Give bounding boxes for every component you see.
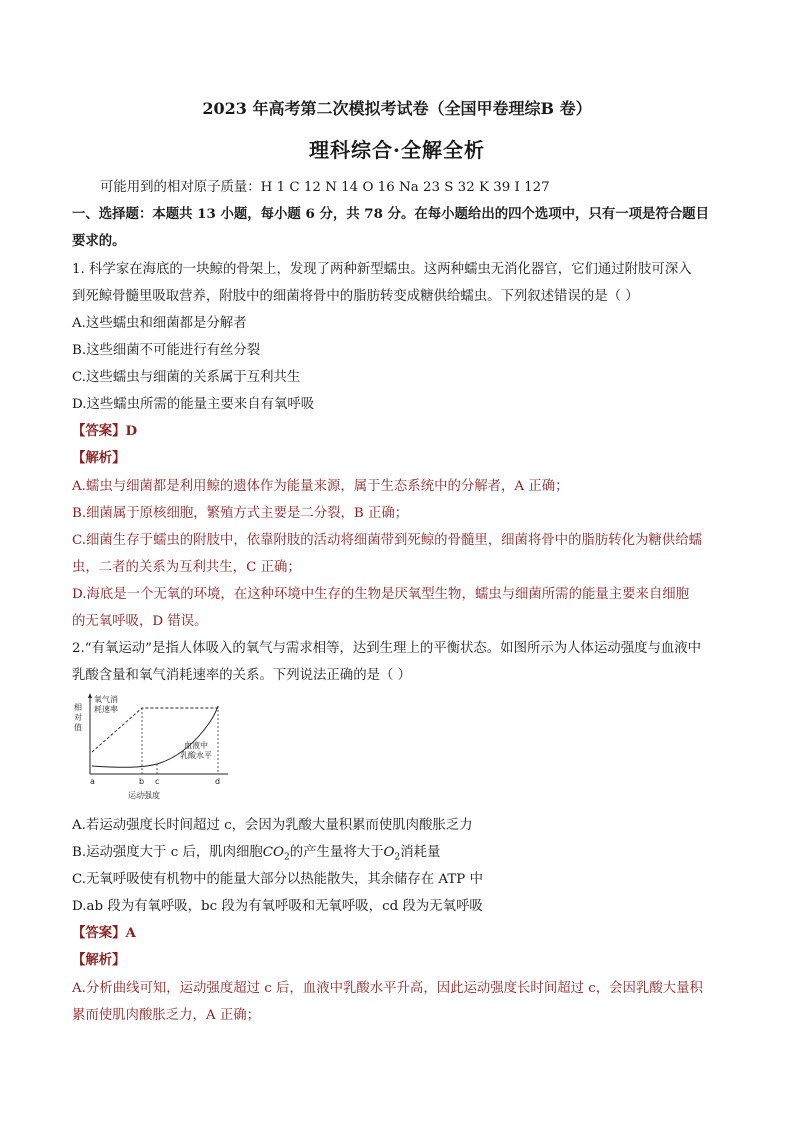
q1-stem-line1: 1. 科学家在海底的一块鲸的骨架上，发现了两种新型蠕虫。这两种蠕虫无消化器官，它们通过附肢可深入 [72,262,692,277]
q1-stem-line2: 到死鲸骨髓里吸取营养，附肢中的细菌将骨中的脂肪转变成糖供给蠕虫。下列叙述错误的是（ ） [72,289,639,304]
q2-option-b-pre: B.运动强度大于 c 后，肌肉细胞 [72,845,263,860]
q2-option-b-o-sub: 2 [394,852,401,863]
graph-y-arrow [88,693,92,698]
q2-option-d: D.ab 段为有氧呼吸，bc 段为有氧呼吸和无氧呼吸，cd 段为无氧呼吸 [72,899,483,914]
q1-analysis-label: 【解析】 [72,450,126,466]
q1-answer: 【答案】D [72,423,138,439]
q1-analysis-a: A.蠕虫与细菌都是利用鲸的遗体作为能量来源，属于生态系统中的分解者，A 正确； [72,479,569,494]
q2-option-b-mid: 的产生量将大于 [289,845,384,860]
section-heading-line1: 一、选择题：本题共 13 小题，每小题 6 分，共 78 分。在每小题给出的四个选项中，只有一项是符合题目 [72,206,709,222]
q2-stem-line2: 乳酸含量和氧气消耗速率的关系。下列说法正确的是（ ） [72,668,412,683]
graph-tick-c: c [155,777,160,786]
q1-option-c: C.这些蠕虫与细菌的关系属于互利共生 [72,370,301,385]
graph-ylabel-2: 对 [74,713,82,722]
q2-answer: 【答案】A [72,925,136,941]
q1-analysis-c1: C.细菌生存于蠕虫的附肢中，依靠附肢的活动将细菌带到死鲸的骨髓里，细菌将骨中的脂肪转化为糖供给蠕 [72,533,702,548]
q2-option-b-co: CO [262,845,285,860]
q2-analysis-label: 【解析】 [72,952,126,968]
q2-stem-line1: 2.“有氧运动”是指人体吸入的氧气与需求相等，达到生理上的平衡状态。如图所示为人体运动强度与血液中 [72,641,702,656]
q1-analysis-b: B.细菌属于原核细胞，繁殖方式主要是二分裂，B 正确； [72,506,409,521]
q2-analysis-a1: A.分析曲线可知，运动强度超过 c 后，血液中乳酸水平升高，因此运动强度长时间超过 c，会因乳酸大量积 [72,981,703,996]
graph-ylabel-3: 值 [74,723,82,732]
q1-option-b: B.这些细菌不可能进行有丝分裂 [72,343,261,358]
graph-xlabel: 运动强度 [128,791,160,800]
graph-lactate-label-2: 乳酸水平 [180,751,212,760]
graph-tick-d: d [215,777,221,786]
q1-option-a: A.这些蠕虫和细菌都是分解者 [72,316,247,331]
q2-option-c: C.无氧呼吸使有机物中的能量大部分以热能散失，其余储存在 ATP 中 [72,872,483,887]
graph-oxygen-label-1: 氧气消 [94,695,118,704]
q2-option-b [72,841,440,863]
q2-option-b-post: 消耗量 [400,845,441,860]
graph-tick-b: b [139,777,145,786]
atomic-masses: 可能用到的相对原子质量：H 1 C 12 N 14 O 16 Na 23 S 32 K 39 I 127 [100,180,550,195]
graph-oxygen-label-2: 耗速率 [94,705,118,714]
exam-title: 2023 年高考第二次模拟考试卷（全国甲卷理综B 卷） [202,99,592,118]
q2-option-b-co-sub: 2 [284,852,290,863]
section-heading-line2: 要求的。 [72,233,126,249]
graph-lactate-label-1: 血液中 [184,741,208,750]
q1-option-d: D.这些蠕虫所需的能量主要来自有氧呼吸 [72,397,315,412]
q2-option-b-o: O [383,845,395,860]
graph-tick-a: a [90,777,95,786]
q2-graph [72,690,232,802]
q2-analysis-a2: 累而使肌肉酸胀乏力，A 正确； [72,1008,261,1023]
graph-ylabel-1: 相 [74,703,82,712]
q1-analysis-d1: D.海底是一个无氧的环境，在这种环境中生存的生物是厌氧型生物，蠕虫与细菌所需的能量主要来自细胞 [72,587,690,602]
exam-subtitle: 理科综合·全解全析 [309,138,485,162]
q1-analysis-c2: 虫，二者的关系为互利共生，C 正确； [72,560,301,575]
q1-analysis-d2: 的无氧呼吸，D 错误。 [72,614,208,629]
q2-option-a: A.若运动强度长时间超过 c，会因为乳酸大量积累而使肌肉酸胀乏力 [72,818,473,833]
